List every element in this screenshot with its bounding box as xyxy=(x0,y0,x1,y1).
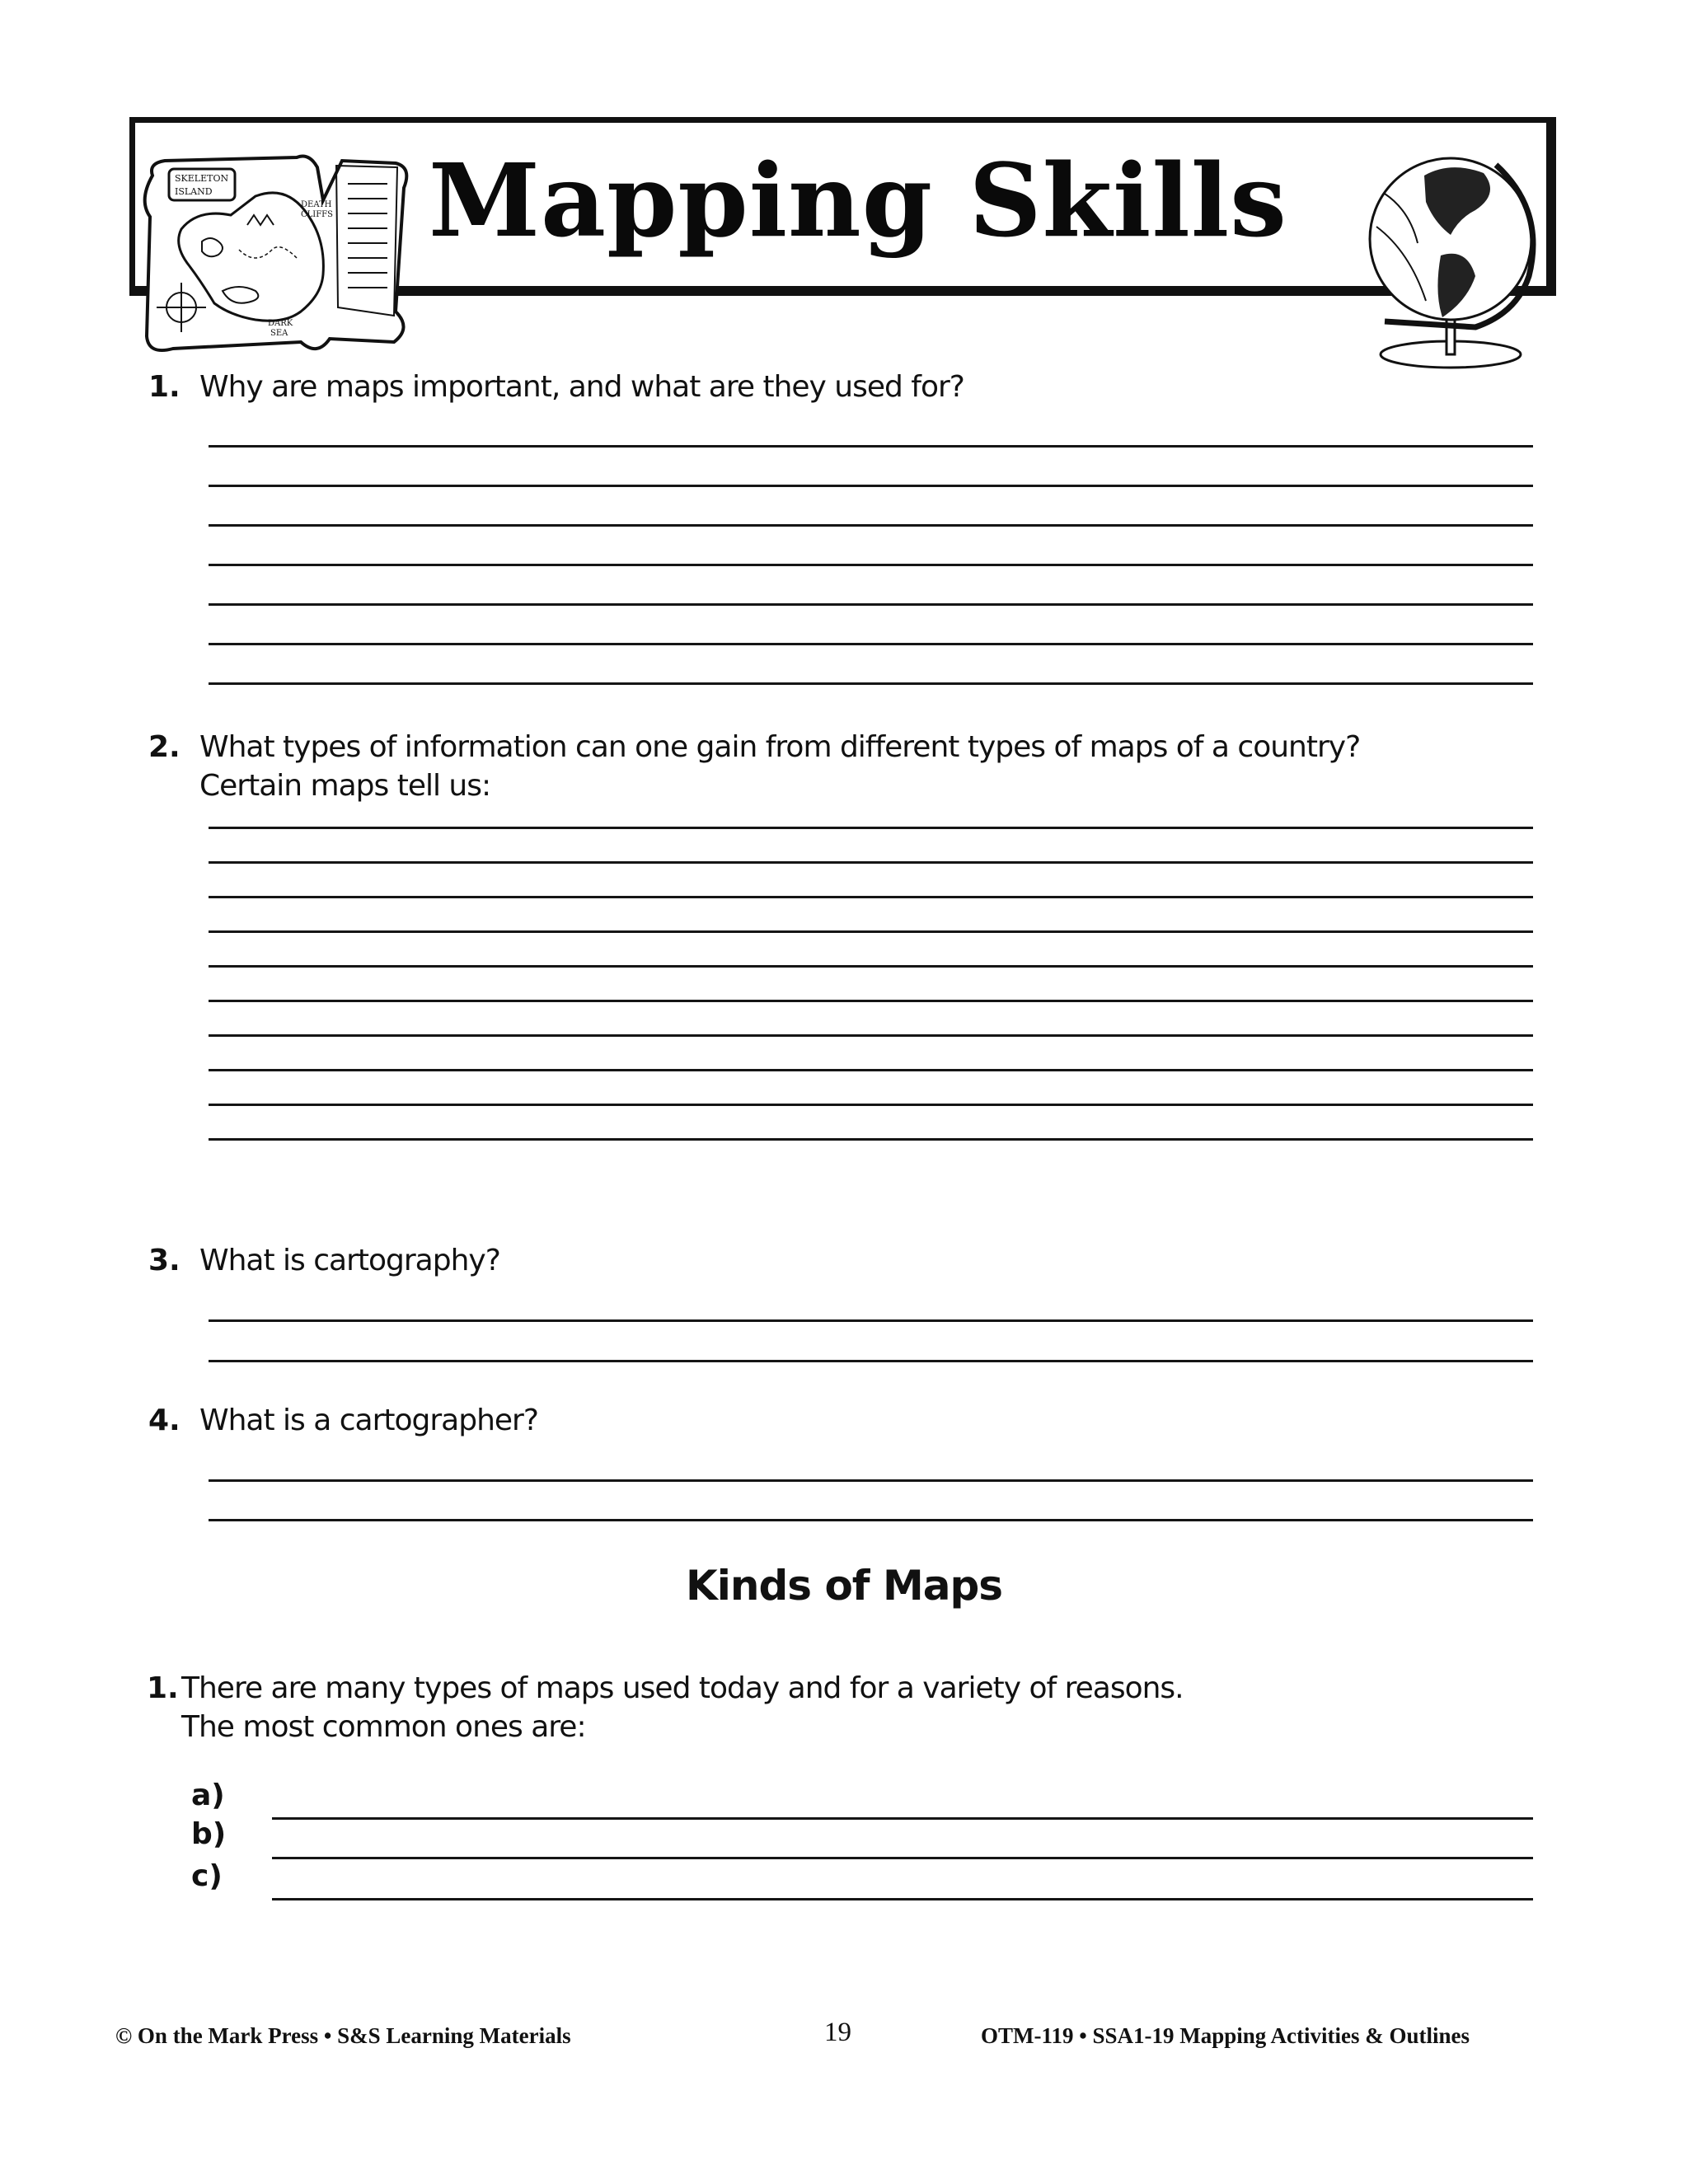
section-title: Kinds of Maps xyxy=(686,1562,1002,1610)
question-number: 2. xyxy=(148,730,181,764)
question-number: 1. xyxy=(147,1671,179,1705)
answer-line[interactable] xyxy=(209,1138,1533,1141)
question-number: 1. xyxy=(148,370,181,404)
svg-text:DARK: DARK xyxy=(268,319,293,328)
answer-line[interactable] xyxy=(209,930,1533,933)
answer-line[interactable] xyxy=(209,896,1533,898)
question-text: Why are maps important, and what are they used for? xyxy=(199,370,964,404)
question-text: What is a cartographer? xyxy=(199,1404,538,1437)
globe-icon xyxy=(1352,144,1550,371)
treasure-map-scroll-icon xyxy=(132,151,424,361)
answer-line[interactable] xyxy=(209,1069,1533,1071)
answer-line[interactable] xyxy=(209,445,1533,448)
question-text: There are many types of maps used today and for a variety of reasons. xyxy=(181,1671,1184,1705)
question-text: Certain maps tell us: xyxy=(199,769,491,803)
page-title: Mapping Skills xyxy=(429,141,1287,260)
answer-line[interactable] xyxy=(209,861,1533,864)
answer-line[interactable] xyxy=(209,827,1533,829)
svg-text:ISLAND: ISLAND xyxy=(175,186,213,197)
answer-line[interactable] xyxy=(209,564,1533,566)
answer-line[interactable] xyxy=(209,603,1533,606)
page-number: 19 xyxy=(824,2018,851,2047)
svg-text:CLIFFS: CLIFFS xyxy=(301,210,333,219)
question-text: What is cartography? xyxy=(199,1244,500,1277)
answer-label-b: b) xyxy=(191,1817,227,1851)
footer-copyright: © On the Mark Press • S&S Learning Materials xyxy=(115,2023,571,2048)
svg-text:SKELETON: SKELETON xyxy=(175,173,229,184)
answer-line[interactable] xyxy=(209,1034,1533,1037)
answer-label-c: c) xyxy=(191,1859,223,1893)
svg-text:DEATH: DEATH xyxy=(301,200,332,209)
answer-line-b[interactable] xyxy=(272,1857,1533,1859)
answer-line[interactable] xyxy=(209,524,1533,527)
answer-line[interactable] xyxy=(209,1360,1533,1362)
question-number: 4. xyxy=(148,1404,181,1437)
answer-line[interactable] xyxy=(209,682,1533,685)
question-text: The most common ones are: xyxy=(181,1710,586,1744)
answer-line[interactable] xyxy=(209,1000,1533,1002)
answer-line[interactable] xyxy=(209,1519,1533,1521)
question-number: 3. xyxy=(148,1244,181,1277)
answer-line[interactable] xyxy=(209,1319,1533,1322)
answer-label-a: a) xyxy=(191,1779,225,1812)
question-text: What types of information can one gain from different types of maps of a country? xyxy=(199,730,1361,764)
answer-line[interactable] xyxy=(209,965,1533,968)
svg-text:SEA: SEA xyxy=(270,329,288,338)
answer-line-a[interactable] xyxy=(272,1817,1533,1820)
answer-line[interactable] xyxy=(209,1104,1533,1106)
footer-product-code: OTM-119 • SSA1-19 Mapping Activities & Outlines xyxy=(981,2023,1470,2048)
answer-line[interactable] xyxy=(209,1479,1533,1482)
answer-line[interactable] xyxy=(209,485,1533,487)
answer-line-c[interactable] xyxy=(272,1898,1533,1900)
answer-line[interactable] xyxy=(209,643,1533,645)
